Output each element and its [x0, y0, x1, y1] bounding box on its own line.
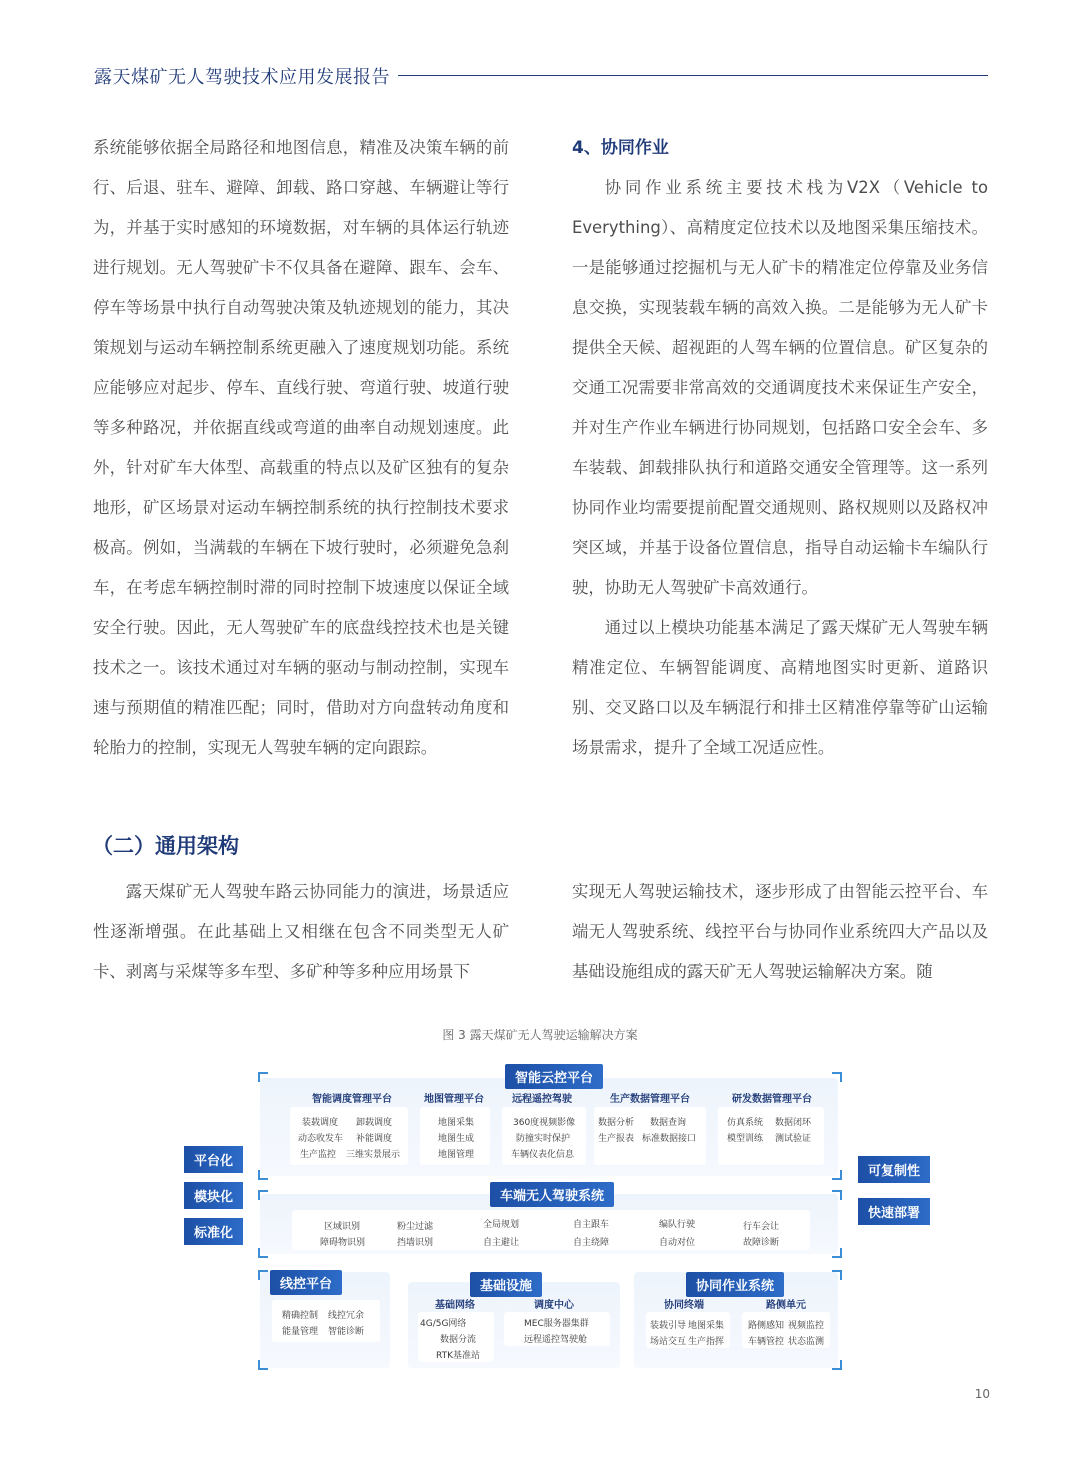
coop-roadside-item: 路侧感知: [748, 1321, 785, 1331]
tag-fast-deploy: 快速部署: [858, 1198, 930, 1225]
module-item: 模型训练: [727, 1134, 764, 1144]
bracket-decoration: [832, 1248, 842, 1258]
vehicle-item: 全局规划: [483, 1220, 520, 1230]
tag-platform: 平台化: [184, 1146, 243, 1173]
bracket-decoration: [258, 1190, 268, 1200]
coop-terminal-item: 生产指挥: [688, 1337, 725, 1347]
architecture-diagram: [180, 1060, 925, 1375]
bracket-decoration: [832, 1270, 842, 1280]
tag-replicable: 可复制性: [858, 1156, 930, 1183]
coop-terminal-item: 地图采集: [688, 1321, 725, 1331]
infra-dispatch-item: 远程遥控驾驶舱: [524, 1335, 588, 1345]
module-item: 地图生成: [438, 1134, 475, 1144]
section-left-column: [93, 872, 509, 992]
coop-roadside-item: 车辆管控: [748, 1337, 785, 1347]
bracket-decoration: [258, 1270, 268, 1280]
section-right-column: [572, 872, 988, 992]
module-item: 地图采集: [438, 1118, 475, 1128]
module-item: 数据查询: [650, 1118, 687, 1128]
infra-network-item: RTK基准站: [436, 1351, 480, 1361]
wire-item: 线控冗余: [328, 1311, 365, 1321]
bracket-decoration: [832, 1190, 842, 1200]
module-item: 装载调度: [302, 1118, 339, 1128]
collab-paragraph-1: 协同作业系统主要技术栈为V2X（Vehicle to Everything）、高精度定位技术以及地图采集压缩技术。一是能够通过挖掘机与无人矿卡的精准定位停靠及业务信息交换，实现装载车辆的高效入换。二是能够为无人矿卡提供全天候、超视距的人驾车辆的位置信息。矿区复杂的交通工况需要非常高效的交通调度技术来保证生产安全，并对生产作业车辆进行协同规划，包括路口安全会车、多车装载、卸载排队执行和道路交通安全管理等。这一系列协同作业均需要提前配置交通规则、路权规则以及路权冲突区域，并基于设备位置信息，指导自动运输卡车编队行驶，协助无人驾驶矿卡高效通行。: [572, 178, 988, 597]
module-item: 车辆仪表化信息: [511, 1150, 575, 1160]
page-number: 10: [974, 1387, 990, 1401]
coop-terminal-item: 装载引导: [650, 1321, 687, 1331]
wire-item: 能量管理: [282, 1327, 319, 1337]
bracket-decoration: [832, 1072, 842, 1082]
module-item: 三维实景展示: [346, 1150, 401, 1160]
wire-item: 智能诊断: [328, 1327, 365, 1337]
tag-modular: 模块化: [184, 1182, 243, 1209]
bracket-decoration: [258, 1360, 268, 1370]
right-column: [572, 128, 988, 768]
vehicle-item: 自主跟车: [573, 1220, 610, 1230]
vehicle-item: 区域识别: [324, 1222, 361, 1232]
vehicle-item: 故障诊断: [743, 1238, 780, 1248]
infra-dispatch-title: 调度中心: [534, 1300, 574, 1311]
coop-terminal-item: 场站交互: [650, 1337, 687, 1347]
module-item: 数据分析: [598, 1118, 635, 1128]
figure-caption: 图 3 露天煤矿无人驾驶运输解决方案: [442, 1028, 638, 1042]
wire-title: 线控平台: [270, 1270, 342, 1295]
coop-roadside-item: 视频监控: [788, 1321, 825, 1331]
vehicle-item: 挡墙识别: [397, 1238, 434, 1248]
section-right-paragraph: 实现无人驾驶运输技术，逐步形成了由智能云控平台、车端无人驾驶系统、线控平台与协同作业系统四大产品以及基础设施组成的露天矿无人驾驶运输解决方案。随: [572, 882, 988, 981]
module-item: 补能调度: [356, 1134, 393, 1144]
section-heading: （二）通用架构: [92, 834, 239, 858]
bracket-decoration: [258, 1248, 268, 1258]
coop-terminal-title: 协同终端: [664, 1300, 704, 1311]
module-item: 卸载调度: [356, 1118, 393, 1128]
coop-title: 协同作业系统: [686, 1272, 784, 1297]
infra-dispatch-item: MEC服务器集群: [524, 1319, 589, 1329]
infra-network-item: 数据分流: [440, 1335, 477, 1345]
vehicle-item: 自主避让: [483, 1238, 520, 1248]
module-item: 防撞实时保护: [516, 1134, 571, 1144]
vehicle-item: 粉尘过滤: [397, 1222, 434, 1232]
collab-heading: 4、协同作业: [572, 138, 669, 158]
module-item: 生产报表: [598, 1134, 635, 1144]
vehicle-title: 车端无人驾驶系统: [490, 1182, 614, 1207]
module-title: 生产数据管理平台: [610, 1094, 690, 1105]
bracket-decoration: [258, 1170, 268, 1180]
module-item: 仿真系统: [727, 1118, 764, 1128]
coop-roadside-title: 路侧单元: [766, 1300, 806, 1311]
module-item: 地图管理: [438, 1150, 475, 1160]
module-item: 360度视频影像: [513, 1118, 576, 1128]
coop-roadside-item: 状态监测: [788, 1337, 825, 1347]
bracket-decoration: [832, 1170, 842, 1180]
module-title: 地图管理平台: [424, 1094, 484, 1105]
vehicle-items-box: [292, 1210, 810, 1250]
header-rule: [398, 75, 988, 76]
vehicle-item: 自动对位: [659, 1238, 696, 1248]
bracket-decoration: [832, 1360, 842, 1370]
bracket-decoration: [258, 1072, 268, 1082]
collab-paragraph-2: 通过以上模块功能基本满足了露天煤矿无人驾驶车辆精准定位、车辆智能调度、高精地图实时更新、道路识别、交叉路口以及车辆混行和排土区精准停靠等矿山运输场景需求，提升了全域工况适应性。: [572, 618, 988, 757]
module-item: 动态收发车: [298, 1134, 344, 1144]
section-left-paragraph: 露天煤矿无人驾驶车路云协同能力的演进，场景适应性逐渐增强。在此基础上又相继在包含不同类型无人矿卡、剥离与采煤等多车型、多矿种等多种应用场景下: [93, 882, 509, 981]
module-title: 研发数据管理平台: [732, 1094, 812, 1105]
module-item: 数据闭环: [775, 1118, 812, 1128]
vehicle-item: 编队行驶: [659, 1220, 696, 1230]
infra-network-title: 基础网络: [435, 1300, 475, 1311]
infra-network-item: 4G/5G网络: [420, 1319, 467, 1329]
module-item: 生产监控: [300, 1150, 337, 1160]
vehicle-item: 障碍物识别: [320, 1238, 366, 1248]
left-column: [93, 128, 509, 768]
module-item: 测试验证: [775, 1134, 812, 1144]
tag-standard: 标准化: [184, 1218, 243, 1245]
vehicle-item: 自主绕障: [573, 1238, 610, 1248]
vehicle-item: 行车会让: [743, 1222, 780, 1232]
module-title: 智能调度管理平台: [312, 1094, 392, 1105]
infra-title: 基础设施: [470, 1272, 542, 1297]
report-title: 露天煤矿无人驾驶技术应用发展报告: [94, 67, 390, 88]
left-paragraph: 系统能够依据全局路径和地图信息，精准及决策车辆的前行、后退、驻车、避障、卸载、路口穿越、车辆避让等行为，并基于实时感知的环境数据，对车辆的具体运行轨迹进行规划。无人驾驶矿卡不仅具备在避障、跟车、会车、停车等场景中执行自动驾驶决策及轨迹规划的能力，其决策规划与运动车辆控制系统更融入了速度规划功能。系统应能够应对起步、停车、直线行驶、弯道行驶、坡道行驶等多种路况，并依据直线或弯道的曲率自动规划速度。此外，针对矿车大体型、高载重的特点以及矿区独有的复杂地形，矿区场景对运动车辆控制系统的执行控制技术要求极高。例如，当满载的车辆在下坡行驶时，必须避免急刹车，在考虑车辆控制时滞的同时控制下坡速度以保证全域安全行驶。因此，无人驾驶矿车的底盘线控技术也是关键技术之一。该技术通过对车辆的驱动与制动控制，实现车速与预期值的精准匹配；同时，借助对方向盘转动角度和轮胎力的控制，实现无人驾驶车辆的定向跟踪。: [93, 138, 509, 757]
module-item: 标准数据接口: [642, 1134, 697, 1144]
module-title: 远程遥控驾驶: [512, 1094, 572, 1105]
wire-item: 精确控制: [282, 1311, 319, 1321]
cloud-title: 智能云控平台: [505, 1064, 603, 1089]
